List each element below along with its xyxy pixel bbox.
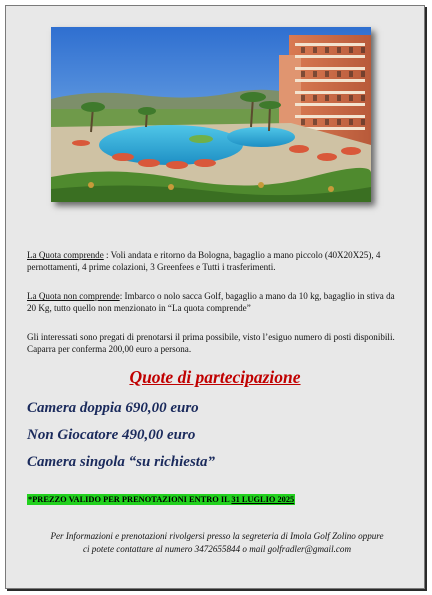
quota-comprende-label: La Quota comprende [27, 250, 104, 260]
resort-image [51, 27, 371, 202]
price-non-giocatore: Non Giocatore 490,00 euro [27, 427, 196, 443]
price-camera-singola: Camera singola “su richiesta” [27, 454, 215, 470]
flyer-page [5, 5, 425, 589]
price-camera-doppia: Camera doppia 690,00 euro [27, 400, 199, 416]
quote-title: Quote di partecipazione [129, 367, 301, 387]
interessati-paragraph: Gli interessati sono pregati di prenotarsi il prima possibile, visto l’esiguo numero di posti disponibili. Caparra per conferma 200,00 euro a persona. [27, 332, 395, 354]
quota-comprende [27, 249, 397, 273]
deadline-date: 31 LUGLIO 2025 [231, 495, 295, 504]
contact-line-1: Per Informazioni e prenotazioni rivolgersi presso la segreteria di Imola Golf Zolino oppure [50, 531, 384, 541]
quota-non-comprende [27, 290, 397, 314]
quota-non-comprende-label: La Quota non comprende [27, 291, 120, 301]
deadline-banner [27, 494, 295, 505]
contact-info [22, 530, 412, 556]
quota-comprende-text: : Voli andata e ritorno da Bologna, bagaglio a mano piccolo (40X20X25), 4 pernottamenti, 4 prime colazioni, 3 Greenfees e Tutti i trasferimenti. [27, 250, 381, 272]
contact-line-2: ci potete contattare al numero 3472655844 o mail golfradler@gmail.com [82, 544, 352, 554]
deadline-text: *PREZZO VALIDO PER PRENOTAZIONI ENTRO IL [28, 495, 232, 504]
quota-non-comprende-text: : Imbarco o nolo sacca Golf, bagaglio a mano da 10 kg, bagaglio in stiva da 20 Kg, tutto quello non menzionato in “La quota comprende” [27, 291, 395, 313]
resort-photo [51, 27, 371, 202]
